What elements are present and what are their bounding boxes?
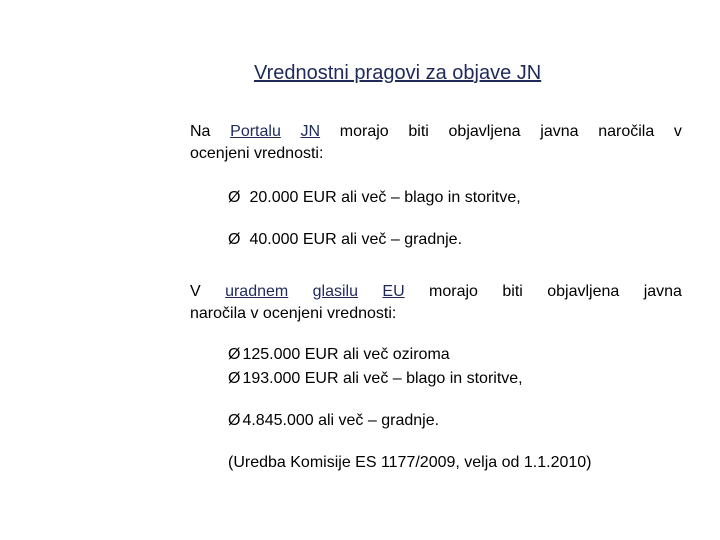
para1-word: morajo: [339, 123, 389, 140]
para2-word: objavljena: [547, 283, 620, 300]
para1-word: v: [673, 123, 682, 140]
arrow-bullet-icon: Ø: [228, 370, 241, 387]
uradnem-link[interactable]: uradnem: [225, 283, 289, 300]
portal-paragraph-line1: [190, 121, 682, 143]
para2-word: biti: [502, 283, 523, 300]
eu-link[interactable]: EU: [382, 283, 405, 300]
page-title: Vrednostni pragovi za objave JN: [254, 62, 542, 84]
eu-paragraph-line1: [190, 281, 682, 303]
para1-word: javna: [540, 123, 579, 140]
portal-paragraph: [190, 121, 682, 165]
para1-word: naročila: [598, 123, 655, 140]
bullet-text: 40.000 EUR ali več – gradnje.: [249, 231, 463, 248]
bullet-text: 20.000 EUR ali več – blago in storitve,: [249, 189, 521, 206]
arrow-bullet-icon: Ø: [228, 412, 241, 429]
bullet-text: 193.000 EUR ali več – blago in storitve,: [242, 370, 523, 387]
para2-word: javna: [643, 283, 682, 300]
para1-word: Na: [190, 123, 211, 140]
bullet-item: [228, 411, 439, 431]
arrow-bullet-icon: Ø: [228, 231, 241, 248]
bullet-item: [228, 369, 523, 389]
regulation-note: (Uredba Komisije ES 1177/2009, velja od 1.1.2010): [228, 454, 592, 471]
glasilu-link[interactable]: glasilu: [312, 283, 358, 300]
bullet-text: 4.845.000 ali več – gradnje.: [242, 412, 440, 429]
bullet-item: [228, 230, 462, 250]
eu-paragraph-line2: naročila v ocenjeni vrednosti:: [190, 305, 397, 322]
para1-word: objavljena: [448, 123, 521, 140]
bullet-item: [228, 345, 450, 365]
bullet-text: 125.000 EUR ali več oziroma: [242, 346, 450, 363]
arrow-bullet-icon: Ø: [228, 189, 241, 206]
portal-link[interactable]: Portalu: [230, 123, 281, 140]
jn-link[interactable]: JN: [300, 123, 321, 140]
eu-paragraph: [190, 281, 682, 325]
bullet-item: [228, 188, 521, 208]
para2-word: V: [190, 283, 201, 300]
arrow-bullet-icon: Ø: [228, 346, 241, 363]
portal-paragraph-line2: ocenjeni vrednosti:: [190, 145, 324, 162]
para1-word: biti: [408, 123, 429, 140]
para2-word: morajo: [429, 283, 478, 300]
